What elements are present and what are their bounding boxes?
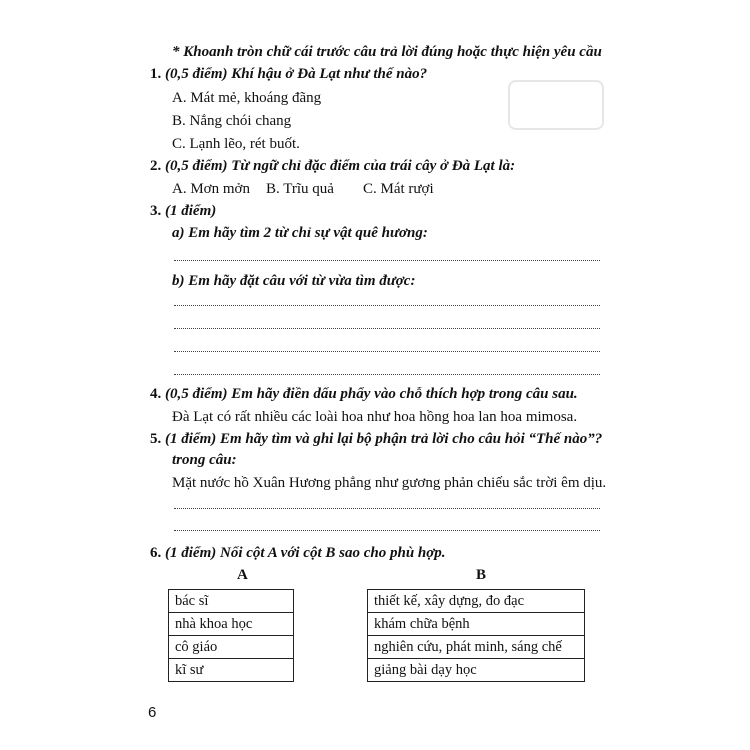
table-row[interactable]: [368, 590, 585, 613]
question-2-prompt: (0,5 điểm) Từ ngữ chỉ đặc điểm của trái cây ở Đà Lạt là:: [165, 158, 516, 174]
question-5-prompt-continued: trong câu:: [172, 452, 237, 468]
table-row[interactable]: [169, 659, 294, 682]
q2-option-a[interactable]: A. Mơn mởn: [172, 181, 250, 197]
page-number: 6: [148, 704, 157, 721]
table-row[interactable]: [368, 636, 585, 659]
question-5-sentence: Mặt nước hồ Xuân Hương phẳng như gương phản chiếu sắc trời êm dịu.: [172, 475, 607, 491]
question-6-number: 6.: [150, 545, 162, 561]
question-3b-prompt: b) Em hãy đặt câu với từ vừa tìm được:: [172, 273, 416, 289]
column-b-item[interactable]: nghiên cứu, phát minh, sáng chế: [368, 636, 585, 659]
answer-line-3b-3[interactable]: [174, 351, 600, 352]
question-1-prompt: (0,5 điểm) Khí hậu ở Đà Lạt như thế nào?: [165, 66, 428, 82]
answer-line-5-2[interactable]: [174, 530, 600, 531]
table-row[interactable]: [368, 613, 585, 636]
answer-line-5-1[interactable]: [174, 508, 600, 509]
column-a-item[interactable]: cô giáo: [169, 636, 294, 659]
table-row[interactable]: [169, 613, 294, 636]
question-2-number: 2.: [150, 158, 162, 174]
question-4: [150, 386, 578, 403]
column-a-item[interactable]: bác sĩ: [169, 590, 294, 613]
q1-option-c[interactable]: C. Lạnh lẽo, rét buốt.: [172, 136, 300, 152]
column-a-table: [168, 589, 294, 682]
question-5-number: 5.: [150, 431, 162, 447]
column-b-item[interactable]: khám chữa bệnh: [368, 613, 585, 636]
question-5: [150, 431, 602, 448]
table-row[interactable]: [368, 659, 585, 682]
column-b-item[interactable]: thiết kế, xây dựng, đo đạc: [368, 590, 585, 613]
answer-line-3b-1[interactable]: [174, 305, 600, 306]
column-b-header: B: [476, 567, 487, 583]
question-1-number: 1.: [150, 66, 162, 82]
question-6: [150, 545, 446, 562]
column-a-item[interactable]: nhà khoa học: [169, 613, 294, 636]
answer-line-3a[interactable]: [174, 260, 600, 261]
answer-line-3b-4[interactable]: [174, 374, 600, 375]
question-3: [150, 203, 216, 220]
question-2: [150, 158, 515, 175]
q2-option-b[interactable]: B. Trĩu quả: [266, 181, 334, 197]
column-b-item[interactable]: giảng bài dạy học: [368, 659, 585, 682]
question-3-prompt: (1 điểm): [165, 203, 217, 219]
question-4-number: 4.: [150, 386, 162, 402]
column-a-item[interactable]: kĩ sư: [169, 659, 294, 682]
table-row[interactable]: [169, 590, 294, 613]
question-5-prompt: (1 điểm) Em hãy tìm và ghi lại bộ phận trả lời cho câu hỏi “Thế nào”?: [165, 431, 603, 447]
q2-option-c[interactable]: C. Mát rượi: [363, 181, 434, 197]
table-row[interactable]: [169, 636, 294, 659]
question-4-prompt: (0,5 điểm) Em hãy điền dấu phẩy vào chỗ thích hợp trong câu sau.: [165, 386, 578, 402]
column-a-header: A: [237, 567, 248, 583]
question-3-number: 3.: [150, 203, 162, 219]
instruction-text: * Khoanh tròn chữ cái trước câu trả lời đúng hoặc thực hiện yêu cầu: [172, 44, 602, 60]
column-b-table: [367, 589, 585, 682]
answer-line-3b-2[interactable]: [174, 328, 600, 329]
q1-option-a[interactable]: A. Mát mẻ, khoáng đãng: [172, 90, 322, 106]
question-4-sentence[interactable]: Đà Lạt có rất nhiều các loài hoa như hoa hồng hoa lan hoa mimosa.: [172, 409, 578, 425]
q1-option-b[interactable]: B. Nắng chói chang: [172, 113, 292, 129]
question-6-prompt: (1 điểm) Nối cột A với cột B sao cho phù hợp.: [165, 545, 446, 561]
question-1: [150, 66, 427, 83]
bleed-through-mark: [508, 80, 604, 130]
question-3a-prompt: a) Em hãy tìm 2 từ chỉ sự vật quê hương:: [172, 225, 428, 241]
